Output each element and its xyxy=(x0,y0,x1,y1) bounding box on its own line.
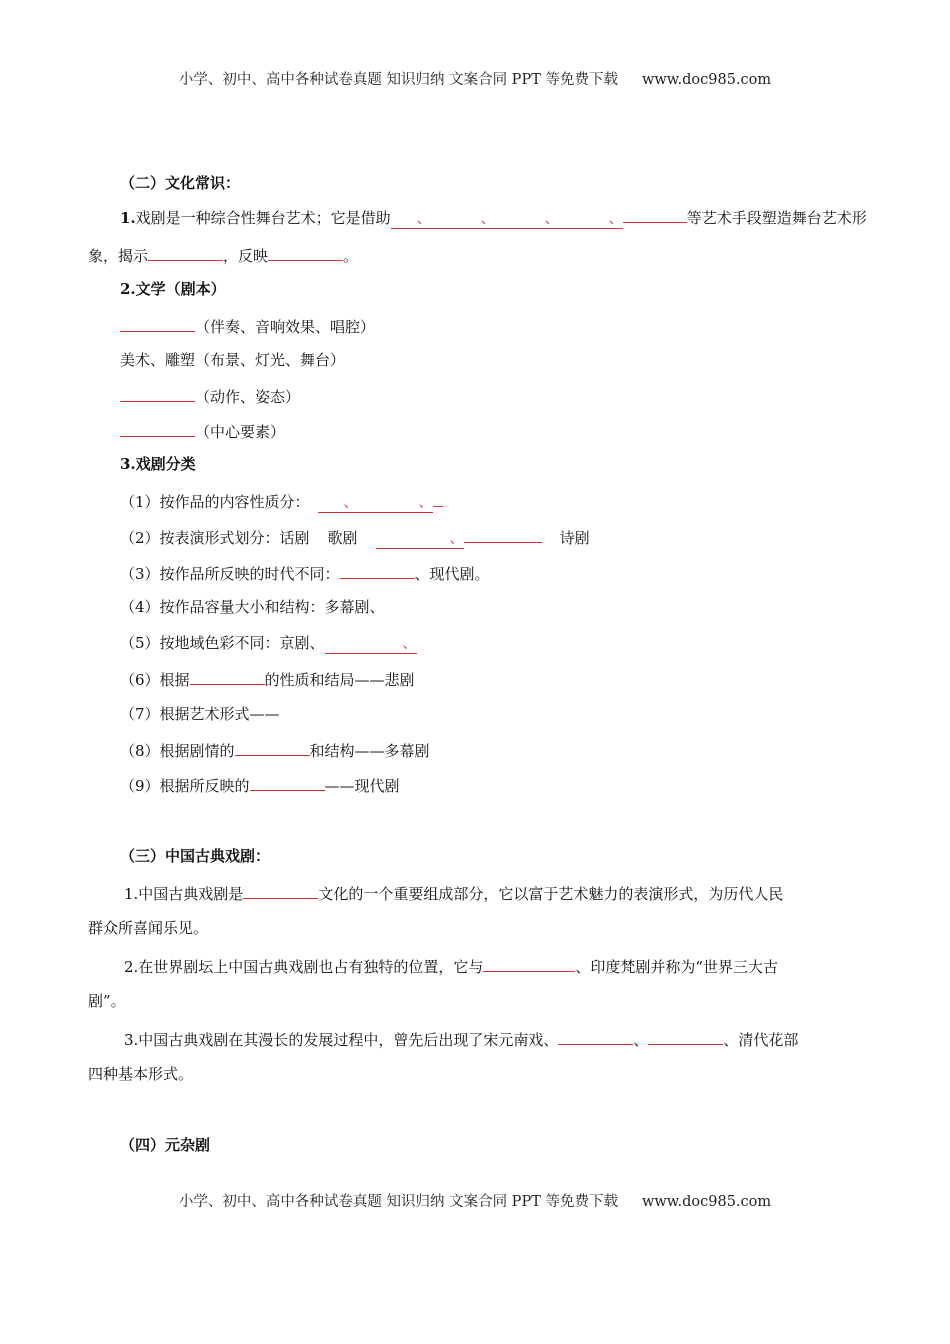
blank-content-3[interactable] xyxy=(433,489,443,507)
item2-row1-text: （伴奏、音响效果、唱腔） xyxy=(195,318,376,336)
s3-p1-line2: 群众所喜闻乐见。 xyxy=(88,919,209,937)
class-row-5 xyxy=(120,632,417,654)
s3-p1-line1 xyxy=(124,881,783,905)
s3-p3-line2: 四种基本形式。 xyxy=(88,1065,194,1083)
class-row-7: （7）根据艺术形式—— xyxy=(120,705,280,723)
class-row-4: （4）按作品容量大小和结构：多幕剧、 xyxy=(120,598,385,616)
s3-p3-b: 、 xyxy=(633,1031,649,1049)
blank-art-means-4[interactable]: 、 xyxy=(559,211,623,229)
s3-p2-line1 xyxy=(124,954,778,978)
class-2-c: 诗剧 xyxy=(559,529,590,547)
class-row-2 xyxy=(120,525,590,549)
blank-content-1[interactable]: 、 xyxy=(318,495,358,513)
blank-ming-chuanqi[interactable] xyxy=(648,1027,723,1045)
class-5-text: （5）按地域色彩不同：京剧、 xyxy=(120,634,325,652)
blank-content-2[interactable]: 、 xyxy=(358,495,433,513)
item1-line1 xyxy=(120,205,867,229)
item1-line2-a: 象，揭示 xyxy=(88,247,149,265)
item2-heading: 2.文学（剧本） xyxy=(120,280,226,298)
blank-reflect[interactable] xyxy=(268,243,343,261)
blank-form-1[interactable]: 、 xyxy=(376,531,464,549)
blank-music[interactable] xyxy=(120,314,195,332)
s3-p2-a: 2.在世界剧坛上中国古典戏剧也占有独特的位置，它与 xyxy=(124,958,484,976)
item1-line2-b: ，反映 xyxy=(223,247,269,265)
class-9-b: ——现代剧 xyxy=(324,777,400,795)
class-row-1 xyxy=(120,489,443,513)
class-row-9 xyxy=(120,773,400,797)
blank-greek-tragedy[interactable] xyxy=(483,954,575,972)
page-footer xyxy=(0,1190,950,1211)
footer-site-link[interactable]: www.doc985.com xyxy=(641,1194,772,1210)
item2-row1 xyxy=(120,314,375,338)
item1-after: 等艺术手段塑造舞台艺术形 xyxy=(686,209,867,227)
class-row-3 xyxy=(120,561,490,585)
class-8-b: 和结构——多幕剧 xyxy=(309,742,430,760)
class-6-a: （6）根据 xyxy=(120,671,190,689)
item1-before: 戏剧是一种综合性舞台艺术；它是借助 xyxy=(135,209,391,227)
blank-form-2[interactable] xyxy=(464,525,542,543)
section3-heading: （三）中国古典戏剧： xyxy=(120,847,271,865)
class-6-b: 的性质和结局——悲剧 xyxy=(264,671,415,689)
class-8-a: （8）根据剧情的 xyxy=(120,742,235,760)
blank-yuan-zaju[interactable] xyxy=(558,1027,633,1045)
section4-heading: （四）元杂剧 xyxy=(120,1136,211,1154)
class-row-8 xyxy=(120,738,430,762)
s3-p1-b: 文化的一个重要组成部分，它以富于艺术魅力的表演形式，为历代人民 xyxy=(318,885,784,903)
item2-row4 xyxy=(120,419,285,443)
s3-p3-a: 3.中国古典戏剧在其漫长的发展过程中，曾先后出现了宋元南戏、 xyxy=(124,1031,559,1049)
item1-line2-end: 。 xyxy=(343,247,359,265)
s3-p3-line1 xyxy=(124,1027,798,1051)
blank-conflict[interactable] xyxy=(190,667,265,685)
s3-p1-a: 1.中国古典戏剧是 xyxy=(124,885,244,903)
item3-heading: 3.戏剧分类 xyxy=(120,455,196,473)
blank-reveal[interactable] xyxy=(148,243,223,261)
class-row-6 xyxy=(120,667,415,691)
s3-p2-b: 、印度梵剧并称为“世界三大古 xyxy=(575,958,778,976)
header-site-link[interactable]: www.doc985.com xyxy=(641,72,772,88)
s3-p2-line2: 剧”。 xyxy=(88,992,126,1010)
blank-art-means-2[interactable]: 、 xyxy=(431,211,495,229)
class-1-text: （1）按作品的内容性质分： xyxy=(120,493,310,511)
blank-region[interactable]: 、 xyxy=(325,636,417,654)
item2-row3-text: （动作、姿态） xyxy=(195,388,301,406)
class-2-b: 歌剧 xyxy=(327,529,358,547)
blank-culture[interactable] xyxy=(243,881,318,899)
header-text: 小学、初中、高中各种试卷真题 知识归纳 文案合同 PPT 等免费下载 xyxy=(178,72,618,88)
s3-p3-c: 、清代花部 xyxy=(723,1031,799,1049)
class-3-b: 、现代剧。 xyxy=(414,565,490,583)
item1-num: 1. xyxy=(120,209,136,227)
class-9-a: （9）根据所反映的 xyxy=(120,777,250,795)
item1-line2 xyxy=(88,243,358,267)
class-3-a: （3）按作品所反映的时代不同： xyxy=(120,565,340,583)
class-2-a: （2）按表演形式划分：话剧 xyxy=(120,529,310,547)
blank-dance[interactable] xyxy=(120,384,195,402)
blank-era[interactable] xyxy=(340,561,415,579)
blank-art-means-5[interactable] xyxy=(623,205,687,223)
blank-art-means-3[interactable]: 、 xyxy=(495,211,559,229)
blank-art-means-1[interactable]: 、 xyxy=(391,211,431,229)
item2-row2: 美术、雕塑（布景、灯光、舞台） xyxy=(120,351,346,369)
item2-row4-text: （中心要素） xyxy=(195,423,286,441)
section2-heading: （二）文化常识： xyxy=(120,174,241,192)
page-header xyxy=(0,68,950,89)
blank-core-element[interactable] xyxy=(120,419,195,437)
blank-capacity[interactable] xyxy=(235,738,310,756)
item2-row3 xyxy=(120,384,300,408)
footer-text: 小学、初中、高中各种试卷真题 知识归纳 文案合同 PPT 等免费下载 xyxy=(178,1194,618,1210)
blank-times[interactable] xyxy=(250,773,325,791)
